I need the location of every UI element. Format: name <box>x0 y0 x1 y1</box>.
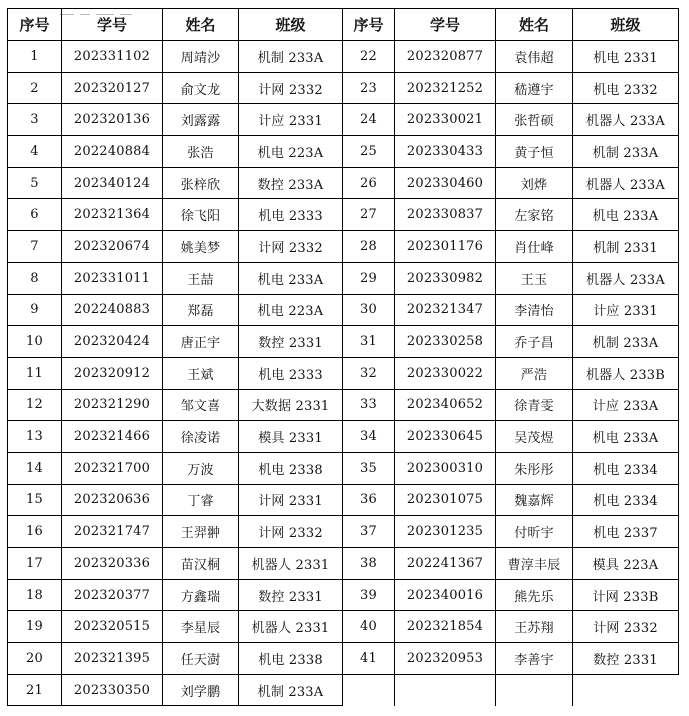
class-cell: 计应 2331 <box>573 294 679 326</box>
seq-cell: 5 <box>8 167 62 199</box>
class-cell: 机电 233A <box>573 199 679 231</box>
seq-cell: 20 <box>8 643 62 675</box>
name-cell: 嵇遵宇 <box>496 72 573 104</box>
seq-cell: 33 <box>343 389 395 421</box>
student-id-cell: 202330982 <box>395 262 496 294</box>
table-row <box>8 326 679 358</box>
class-cell: 机制 233A <box>573 136 679 168</box>
class-cell: 机电 2338 <box>239 452 343 484</box>
class-cell: 机电 223A <box>239 136 343 168</box>
class-cell: 计网 2332 <box>239 516 343 548</box>
name-cell: 刘烨 <box>496 167 573 199</box>
name-cell: 徐飞阳 <box>163 199 239 231</box>
seq-cell: 8 <box>8 262 62 294</box>
class-cell: 机器人 233A <box>573 262 679 294</box>
class-cell: 计网 2332 <box>239 231 343 263</box>
student-id-cell: 202301176 <box>395 231 496 263</box>
header-seq: 序号 <box>343 9 395 41</box>
name-cell: 曹淳丰辰 <box>496 548 573 580</box>
class-cell: 机器人 233A <box>573 167 679 199</box>
class-cell: 机电 2331 <box>573 41 679 73</box>
name-cell: 邹文喜 <box>163 389 239 421</box>
name-cell: 王喆 <box>163 262 239 294</box>
student-id-cell: 202320877 <box>395 41 496 73</box>
class-cell: 机器人 2331 <box>239 611 343 643</box>
name-cell: 熊先乐 <box>496 579 573 611</box>
name-cell: 唐正宇 <box>163 326 239 358</box>
seq-cell: 27 <box>343 199 395 231</box>
class-cell: 机制 233A <box>573 326 679 358</box>
seq-cell: 37 <box>343 516 395 548</box>
student-id-cell: 202320336 <box>62 548 163 580</box>
name-cell: 李星辰 <box>163 611 239 643</box>
student-id-cell: 202320424 <box>62 326 163 358</box>
seq-cell: 4 <box>8 136 62 168</box>
seq-cell: 35 <box>343 452 395 484</box>
student-id-cell: 202321395 <box>62 643 163 675</box>
class-cell: 机电 2337 <box>573 516 679 548</box>
class-cell: 机电 223A <box>239 294 343 326</box>
name-cell <box>496 674 573 706</box>
table-row <box>8 548 679 580</box>
seq-cell: 19 <box>8 611 62 643</box>
seq-cell: 24 <box>343 104 395 136</box>
student-id-cell: 202330258 <box>395 326 496 358</box>
class-cell: 机器人 2331 <box>239 548 343 580</box>
name-cell: 徐青雯 <box>496 389 573 421</box>
name-cell: 张哲硕 <box>496 104 573 136</box>
name-cell: 张梓欣 <box>163 167 239 199</box>
name-cell: 肖仕峰 <box>496 231 573 263</box>
class-cell: 机电 2333 <box>239 199 343 231</box>
table-row <box>8 72 679 104</box>
seq-cell: 40 <box>343 611 395 643</box>
student-id-cell: 202320636 <box>62 484 163 516</box>
seq-cell: 32 <box>343 357 395 389</box>
seq-cell: 23 <box>343 72 395 104</box>
seq-cell: 9 <box>8 294 62 326</box>
class-cell: 机电 233A <box>573 421 679 453</box>
name-cell: 李清怡 <box>496 294 573 326</box>
name-cell: 任天澍 <box>163 643 239 675</box>
table-row <box>8 674 679 706</box>
name-cell: 付昕宇 <box>496 516 573 548</box>
cropped-text-remnant <box>60 0 180 2</box>
seq-cell: 11 <box>8 357 62 389</box>
student-id-cell: 202240884 <box>62 136 163 168</box>
name-cell: 乔子昌 <box>496 326 573 358</box>
class-cell: 机制 233A <box>239 674 343 706</box>
student-id-cell: 202321347 <box>395 294 496 326</box>
table-row <box>8 611 679 643</box>
header-name: 姓名 <box>496 9 573 41</box>
student-id-cell: 202301235 <box>395 516 496 548</box>
student-id-cell: 202241367 <box>395 548 496 580</box>
student-id-cell: 202330433 <box>395 136 496 168</box>
class-cell: 机制 233A <box>239 41 343 73</box>
header-student-id: 学号 <box>395 9 496 41</box>
student-id-cell: 202321364 <box>62 199 163 231</box>
student-id-cell: 202321466 <box>62 421 163 453</box>
table-row <box>8 262 679 294</box>
student-id-cell: 202331011 <box>62 262 163 294</box>
name-cell: 方鑫瑞 <box>163 579 239 611</box>
table-row <box>8 389 679 421</box>
name-cell: 李善宇 <box>496 643 573 675</box>
class-cell: 机器人 233B <box>573 357 679 389</box>
table-row <box>8 421 679 453</box>
class-cell: 机电 2332 <box>573 72 679 104</box>
student-id-cell: 202320127 <box>62 72 163 104</box>
class-cell: 数控 2331 <box>573 643 679 675</box>
header-class: 班级 <box>573 9 679 41</box>
student-id-cell: 202331102 <box>62 41 163 73</box>
student-id-cell: 202320377 <box>62 579 163 611</box>
student-id-cell: 202321700 <box>62 452 163 484</box>
class-cell: 计网 2331 <box>239 484 343 516</box>
seq-cell: 36 <box>343 484 395 516</box>
class-cell: 计应 233A <box>573 389 679 421</box>
table-row <box>8 167 679 199</box>
student-id-cell: 202340652 <box>395 389 496 421</box>
name-cell: 左家铭 <box>496 199 573 231</box>
name-cell: 刘露露 <box>163 104 239 136</box>
table-row <box>8 104 679 136</box>
name-cell: 苗汉桐 <box>163 548 239 580</box>
table-row <box>8 516 679 548</box>
seq-cell: 41 <box>343 643 395 675</box>
student-id-cell: 202240883 <box>62 294 163 326</box>
seq-cell: 10 <box>8 326 62 358</box>
seq-cell: 31 <box>343 326 395 358</box>
class-cell <box>573 674 679 706</box>
class-cell: 机电 233A <box>239 262 343 294</box>
class-cell: 机电 2334 <box>573 484 679 516</box>
table-row <box>8 484 679 516</box>
name-cell: 王玉 <box>496 262 573 294</box>
seq-cell: 14 <box>8 452 62 484</box>
name-cell: 王苏翔 <box>496 611 573 643</box>
student-id-cell: 202330022 <box>395 357 496 389</box>
name-cell: 王羿翀 <box>163 516 239 548</box>
student-id-cell <box>395 674 496 706</box>
table-row <box>8 231 679 263</box>
seq-cell: 1 <box>8 41 62 73</box>
seq-cell: 22 <box>343 41 395 73</box>
seq-cell: 29 <box>343 262 395 294</box>
seq-cell: 13 <box>8 421 62 453</box>
seq-cell: 2 <box>8 72 62 104</box>
table-row <box>8 294 679 326</box>
class-cell: 计网 2332 <box>239 72 343 104</box>
student-id-cell: 202330837 <box>395 199 496 231</box>
class-cell: 数控 2331 <box>239 579 343 611</box>
table-row <box>8 41 679 73</box>
header-class: 班级 <box>239 9 343 41</box>
table-row <box>8 136 679 168</box>
seq-cell: 34 <box>343 421 395 453</box>
seq-cell: 12 <box>8 389 62 421</box>
header-name: 姓名 <box>163 9 239 41</box>
student-id-cell: 202320515 <box>62 611 163 643</box>
class-cell: 机制 2331 <box>573 231 679 263</box>
seq-cell: 17 <box>8 548 62 580</box>
name-cell: 黄子恒 <box>496 136 573 168</box>
seq-cell: 39 <box>343 579 395 611</box>
student-id-cell: 202320912 <box>62 357 163 389</box>
seq-cell: 25 <box>343 136 395 168</box>
seq-cell: 18 <box>8 579 62 611</box>
seq-cell: 16 <box>8 516 62 548</box>
class-cell: 大数据 2331 <box>239 389 343 421</box>
student-id-cell: 202330021 <box>395 104 496 136</box>
student-id-cell: 202321747 <box>62 516 163 548</box>
student-id-cell: 202340016 <box>395 579 496 611</box>
name-cell: 袁伟超 <box>496 41 573 73</box>
name-cell: 张浩 <box>163 136 239 168</box>
student-id-cell: 202330350 <box>62 674 163 706</box>
name-cell: 吴茂煜 <box>496 421 573 453</box>
name-cell: 俞文龙 <box>163 72 239 104</box>
class-cell: 数控 233A <box>239 167 343 199</box>
seq-cell: 38 <box>343 548 395 580</box>
student-id-cell: 202321252 <box>395 72 496 104</box>
name-cell: 姚美梦 <box>163 231 239 263</box>
student-id-cell: 202301075 <box>395 484 496 516</box>
class-cell: 机器人 233A <box>573 104 679 136</box>
table-row <box>8 199 679 231</box>
seq-cell: 21 <box>8 674 62 706</box>
class-cell: 机电 2334 <box>573 452 679 484</box>
seq-cell: 3 <box>8 104 62 136</box>
seq-cell: 26 <box>343 167 395 199</box>
table-header-row <box>8 9 679 41</box>
class-cell: 数控 2331 <box>239 326 343 358</box>
header-student-id: 学号 <box>62 9 163 41</box>
seq-cell: 30 <box>343 294 395 326</box>
name-cell: 魏嘉辉 <box>496 484 573 516</box>
student-id-cell: 202330645 <box>395 421 496 453</box>
name-cell: 严浩 <box>496 357 573 389</box>
student-id-cell: 202320674 <box>62 231 163 263</box>
name-cell: 朱彤彤 <box>496 452 573 484</box>
class-cell: 机电 2333 <box>239 357 343 389</box>
name-cell: 丁睿 <box>163 484 239 516</box>
seq-cell: 6 <box>8 199 62 231</box>
name-cell: 刘学鹏 <box>163 674 239 706</box>
name-cell: 周靖沙 <box>163 41 239 73</box>
class-cell: 计应 2331 <box>239 104 343 136</box>
student-roster-table <box>7 8 679 706</box>
table-row <box>8 579 679 611</box>
table-row <box>8 643 679 675</box>
class-cell: 计网 2332 <box>573 611 679 643</box>
class-cell: 模具 223A <box>573 548 679 580</box>
seq-cell: 7 <box>8 231 62 263</box>
student-id-cell: 202320953 <box>395 643 496 675</box>
class-cell: 机电 2338 <box>239 643 343 675</box>
student-id-cell: 202320136 <box>62 104 163 136</box>
name-cell: 王斌 <box>163 357 239 389</box>
name-cell: 徐凌诺 <box>163 421 239 453</box>
seq-cell: 15 <box>8 484 62 516</box>
class-cell: 计网 233B <box>573 579 679 611</box>
table-row <box>8 357 679 389</box>
seq-cell <box>343 674 395 706</box>
name-cell: 万波 <box>163 452 239 484</box>
table-row <box>8 452 679 484</box>
student-id-cell: 202321290 <box>62 389 163 421</box>
table-body <box>8 41 679 706</box>
seq-cell: 28 <box>343 231 395 263</box>
student-id-cell: 202321854 <box>395 611 496 643</box>
student-id-cell: 202330460 <box>395 167 496 199</box>
student-id-cell: 202300310 <box>395 452 496 484</box>
name-cell: 郑磊 <box>163 294 239 326</box>
header-seq: 序号 <box>8 9 62 41</box>
student-id-cell: 202340124 <box>62 167 163 199</box>
class-cell: 模具 2331 <box>239 421 343 453</box>
